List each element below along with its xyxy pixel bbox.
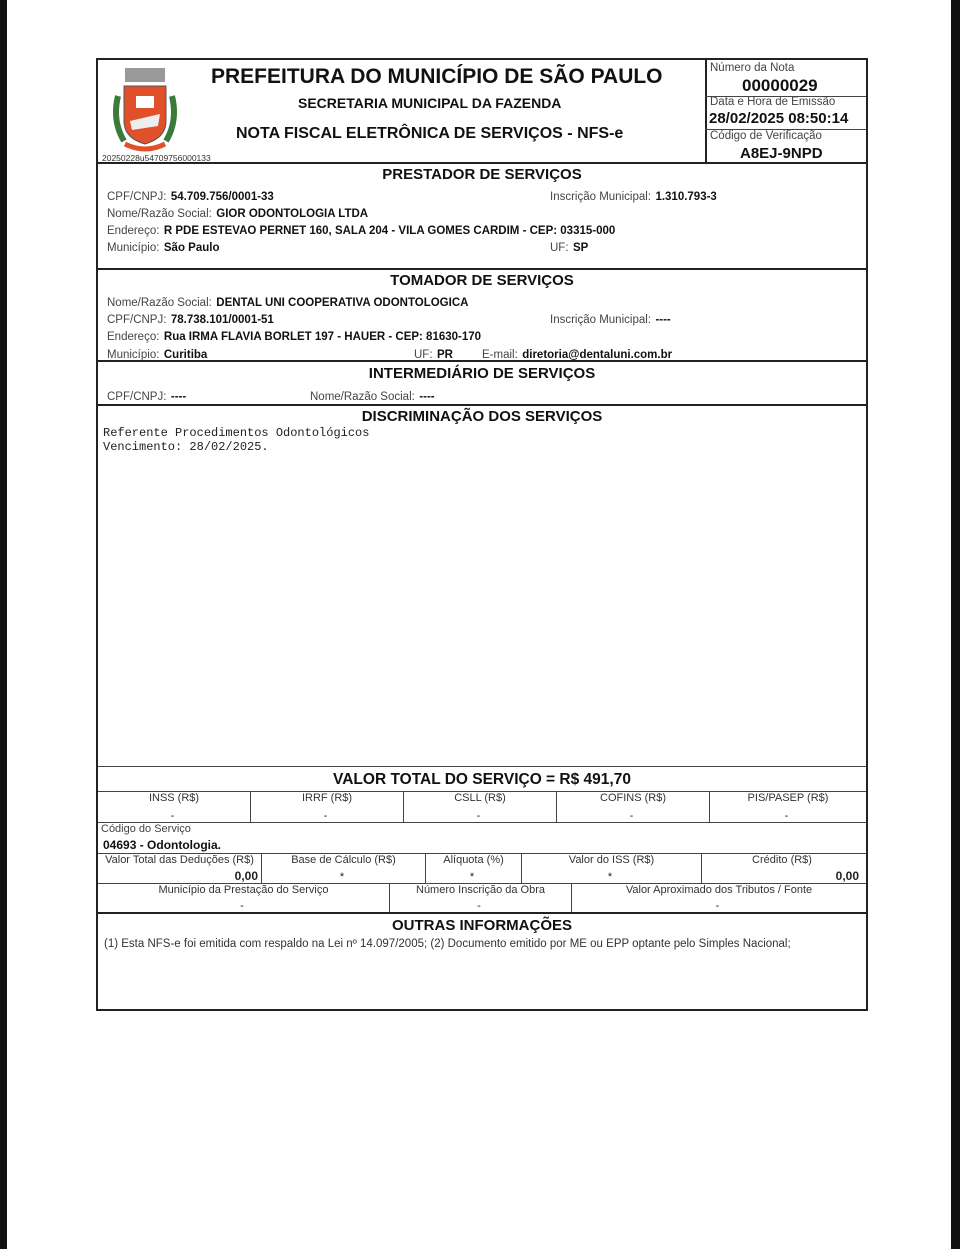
label: Município:	[107, 349, 160, 361]
data-label: Data e Hora de Emissão	[710, 96, 836, 108]
prestador-uf: SP	[572, 242, 589, 254]
page-title: PREFEITURA DO MUNICÍPIO DE SÃO PAULO	[211, 65, 663, 88]
intermediario-title: INTERMEDIÁRIO DE SERVIÇOS	[368, 365, 596, 382]
intermediario-nome: ----	[419, 391, 435, 403]
label: CPF/CNPJ:	[107, 191, 167, 203]
taxes-label: COFINS (R$)	[600, 792, 666, 804]
calc-value: *	[339, 871, 345, 883]
tomador-uf: PR	[436, 349, 453, 361]
label: Município:	[107, 242, 160, 254]
label: UF:	[414, 349, 433, 361]
calc-label: Valor do ISS (R$)	[568, 854, 655, 866]
calc-cell	[426, 853, 522, 883]
calc-cell	[98, 853, 262, 883]
codigo-label: Código de Verificação	[710, 130, 822, 142]
servico-codigo: 04693 - Odontologia.	[103, 838, 222, 852]
city-coat-of-arms-icon	[110, 66, 180, 152]
extra-value: -	[240, 900, 244, 912]
calc-value: *	[469, 871, 475, 883]
taxes-cell	[98, 791, 251, 822]
tomador-endereco: Rua IRMA FLAVIA BORLET 197 - HAUER - CEP: 81630-170	[163, 331, 482, 343]
calc-label: Base de Cálculo (R$)	[291, 854, 396, 866]
extra-cell	[572, 883, 866, 912]
calc-label: Crédito (R$)	[752, 854, 812, 866]
label: E-mail:	[482, 349, 518, 361]
tomador-im: ----	[655, 314, 671, 326]
screen-edge-left	[0, 0, 7, 1249]
prestador-cnpj: 54.709.756/0001-33	[170, 191, 274, 203]
taxes-cell	[251, 791, 404, 822]
extra-value: -	[477, 900, 481, 912]
screen-edge-right	[951, 0, 960, 1249]
taxes-label: PIS/PASEP (R$)	[747, 792, 829, 804]
prestador-im: 1.310.793-3	[655, 191, 717, 203]
prestador-title: PRESTADOR DE SERVIÇOS	[382, 166, 582, 183]
extra-label: Valor Aproximado dos Tributos / Fonte	[625, 884, 813, 896]
numero-label: Número da Nota	[710, 62, 795, 74]
document-title: NOTA FISCAL ELETRÔNICA DE SERVIÇOS - NFS-e	[236, 125, 624, 142]
extra-cell	[98, 883, 390, 912]
taxes-value: -	[784, 810, 789, 822]
discriminacao-line: Vencimento: 28/02/2025.	[103, 440, 269, 454]
tomador-title: TOMADOR DE SERVIÇOS	[390, 272, 574, 289]
taxes-label: IRRF (R$)	[301, 792, 353, 804]
label: CPF/CNPJ:	[107, 391, 167, 403]
tomador-cnpj: 78.738.101/0001-51	[170, 314, 274, 326]
label: CPF/CNPJ:	[107, 314, 167, 326]
calc-label: Valor Total das Deduções (R$)	[105, 854, 254, 866]
calc-cell	[262, 853, 426, 883]
calc-cell	[702, 853, 862, 883]
taxes-cell	[404, 791, 557, 822]
label: Endereço:	[107, 331, 160, 343]
extra-cell	[390, 883, 572, 912]
calc-row	[98, 853, 866, 883]
taxes-cell	[557, 791, 710, 822]
taxes-value: -	[629, 810, 634, 822]
taxes-label: INSS (R$)	[148, 792, 200, 804]
intermediario-cnpj: ----	[170, 391, 187, 403]
numero-nota: 00000029	[742, 76, 818, 95]
calc-label: Alíquota (%)	[443, 854, 504, 866]
tomador-email: diretoria@dentaluni.com.br	[522, 349, 673, 361]
taxes-value: -	[323, 810, 328, 822]
tomador-municipio: Curitiba	[163, 349, 208, 361]
data-emissao: 28/02/2025 08:50:14	[709, 110, 849, 127]
label: Nome/Razão Social:	[107, 208, 212, 220]
taxes-label: CSLL (R$)	[454, 792, 506, 804]
subtitle: SECRETARIA MUNICIPAL DA FAZENDA	[298, 95, 562, 111]
label: Nome/Razão Social:	[107, 297, 212, 309]
codigo-verificacao: A8EJ-9NPD	[740, 145, 823, 162]
discriminacao-line: Referente Procedimentos Odontológicos	[103, 426, 370, 440]
outras-text: (1) Esta NFS-e foi emitida com respaldo na Lei nº 14.097/2005; (2) Documento emitido por ME ou EPP optante pelo Simples Nacional;	[104, 938, 791, 950]
nfse-document	[96, 58, 868, 1011]
label: Inscrição Municipal:	[550, 191, 651, 203]
valor-total: VALOR TOTAL DO SERVIÇO = R$ 491,70	[333, 771, 631, 788]
taxes-cell	[710, 791, 866, 822]
outras-title: OUTRAS INFORMAÇÕES	[392, 917, 572, 934]
servico-label: Código do Serviço	[101, 823, 191, 835]
taxes-value: -	[476, 810, 481, 822]
extra-value: -	[715, 900, 720, 912]
calc-value: *	[607, 871, 613, 883]
label: Endereço:	[107, 225, 160, 237]
calc-value: 0,00	[234, 869, 258, 883]
label: UF:	[550, 242, 569, 254]
extra-label: Município da Prestação do Serviço	[158, 884, 329, 896]
prestador-municipio: São Paulo	[163, 242, 220, 254]
taxes-row	[98, 791, 866, 822]
extra-label: Número Inscrição da Obra	[416, 884, 545, 896]
tomador-nome: DENTAL UNI COOPERATIVA ODONTOLOGICA	[216, 297, 469, 309]
prestador-nome: GIOR ODONTOLOGIA LTDA	[216, 208, 369, 220]
label: Inscrição Municipal:	[550, 314, 651, 326]
prestador-endereco: R PDE ESTEVAO PERNET 160, SALA 204 - VILA GOMES CARDIM - CEP: 03315-000	[163, 225, 616, 237]
calc-cell	[522, 853, 702, 883]
taxes-value: -	[170, 810, 175, 822]
file-code: 20250228u54709756000133	[102, 153, 211, 163]
label: Nome/Razão Social:	[310, 391, 415, 403]
discriminacao-title: DISCRIMINAÇÃO DOS SERVIÇOS	[361, 408, 603, 425]
extra-row	[98, 883, 866, 912]
calc-value: 0,00	[835, 869, 859, 883]
